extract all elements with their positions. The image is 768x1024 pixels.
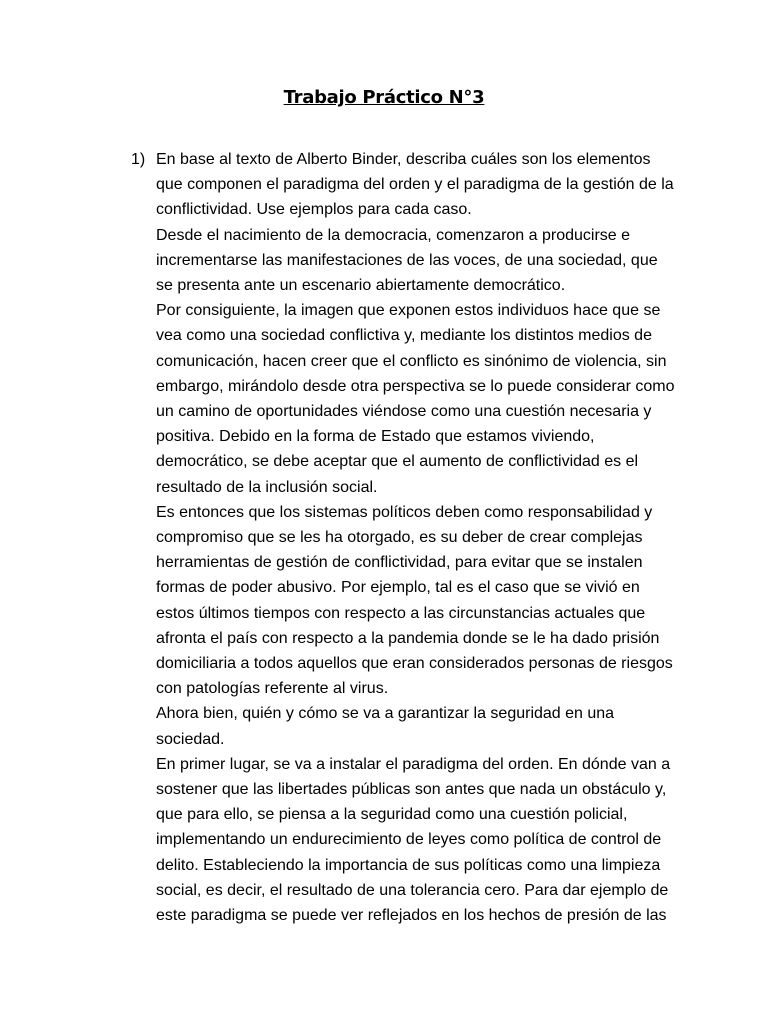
- text-line: Es entonces que los sistemas políticos deben como responsabilidad y: [156, 503, 653, 521]
- text-line: con patologías referente al virus.: [156, 680, 389, 698]
- text-line: compromiso que se les ha otorgado, es su deber de crear complejas: [156, 529, 643, 547]
- text-line: este paradigma se puede ver reflejados en los hechos de presión de las: [156, 907, 667, 925]
- text-line: conflictividad. Use ejemplos para cada caso.: [156, 201, 472, 219]
- text-line: resultado de la inclusión social.: [156, 478, 378, 496]
- list-item-number: 1): [131, 151, 146, 168]
- text-line: formas de poder abusivo. Por ejemplo, tal es el caso que se vivió en: [156, 579, 640, 597]
- document-body: [156, 147, 676, 928]
- text-line: que componen el paradigma del orden y el paradigma de la gestión de la: [156, 176, 674, 194]
- text-line: incrementarse las manifestaciones de las voces, de una sociedad, que: [156, 251, 658, 269]
- text-line: sociedad.: [156, 730, 225, 748]
- text-line: afronta el país con respecto a la pandemia donde se le ha dado prisión: [156, 629, 660, 647]
- document-title: Trabajo Práctico N°3: [283, 87, 485, 108]
- text-line: que para ello, se piensa a la seguridad como una cuestión policial,: [156, 806, 628, 824]
- text-line: domiciliaria a todos aquellos que eran considerados personas de riesgos: [156, 655, 673, 673]
- text-line: vea como una sociedad conflictiva y, mediante los distintos medios de: [156, 327, 652, 345]
- text-line: Ahora bien, quién y cómo se va a garantizar la seguridad en una: [156, 705, 615, 723]
- text-line: se presenta ante un escenario abiertamente democrático.: [156, 277, 566, 295]
- text-line: comunicación, hacen creer que el conflicto es sinónimo de violencia, sin: [156, 352, 667, 370]
- text-line: positiva. Debido en la forma de Estado que estamos viviendo,: [156, 428, 595, 446]
- text-line: un camino de oportunidades viéndose como una cuestión necesaria y: [156, 403, 652, 421]
- text-line: Por consiguiente, la imagen que exponen estos individuos hace que se: [156, 302, 661, 320]
- text-line: democrático, se debe aceptar que el aumento de conflictividad es el: [156, 453, 639, 471]
- text-line: implementando un endurecimiento de leyes como política de control de: [156, 831, 662, 849]
- text-line: En primer lugar, se va a instalar el paradigma del orden. En dónde van a: [156, 755, 671, 773]
- text-line: herramientas de gestión de conflictividad, para evitar que se instalen: [156, 554, 643, 572]
- text-line: estos últimos tiempos con respecto a las circunstancias actuales que: [156, 604, 646, 622]
- text-line: delito. Estableciendo la importancia de sus políticas como una limpieza: [156, 856, 661, 874]
- text-line: Desde el nacimiento de la democracia, comenzaron a producirse e: [156, 226, 631, 244]
- text-line: En base al texto de Alberto Binder, describa cuáles son los elementos: [156, 151, 651, 168]
- text-line: social, es decir, el resultado de una tolerancia cero. Para dar ejemplo de: [156, 881, 669, 899]
- text-line: sostener que las libertades públicas son antes que nada un obstáculo y,: [156, 781, 667, 799]
- text-line: embargo, mirándolo desde otra perspectiva se lo puede considerar como: [156, 377, 675, 395]
